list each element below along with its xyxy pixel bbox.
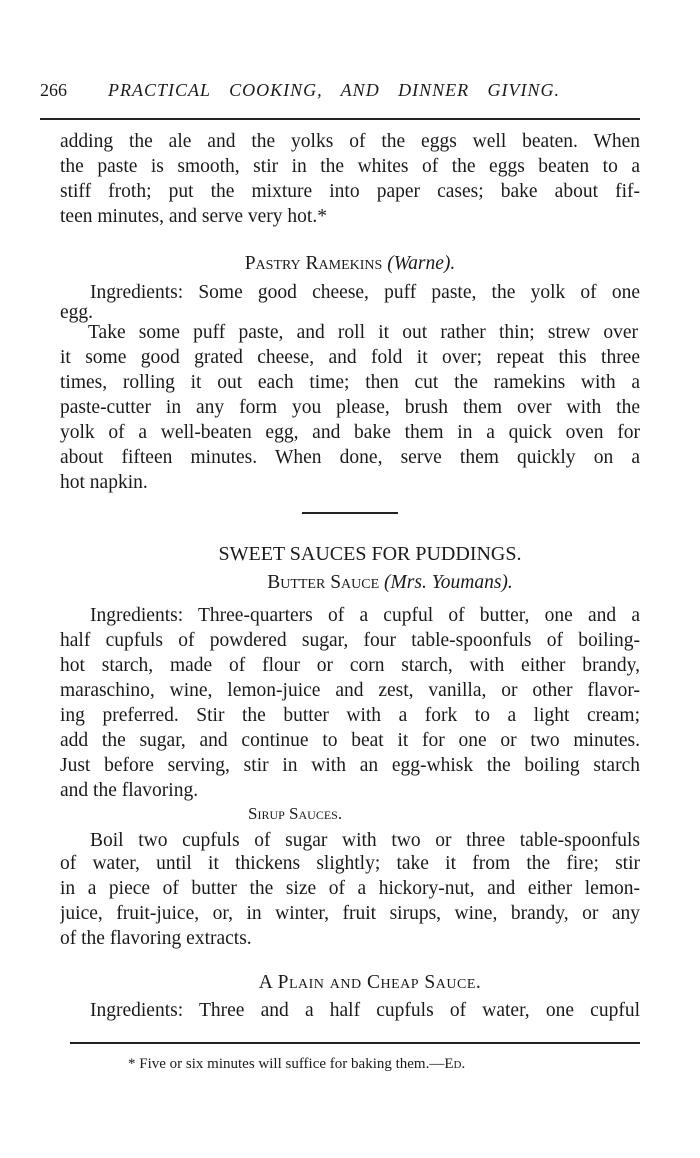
recipe-heading-plain-sauce: A Plain and Cheap Sauce.: [258, 972, 482, 993]
paragraph-line: Ingredients: Three and a half cupfuls of water, one cupful: [90, 1000, 640, 1021]
paragraph-line: and the flavoring.: [60, 780, 199, 801]
recipe-heading-sirup-sauces: Sirup Sauces.: [248, 804, 343, 823]
paragraph-line: of water, until it thickens slightly; take it from the fire; stir: [60, 853, 640, 874]
paragraph-line: ing preferred. Stir the butter with a fork to a light cream;: [60, 705, 640, 726]
recipe-title: Pastry Ramekins: [244, 253, 383, 274]
paragraph-line: paste-cutter in any form you please, brush them over with the: [60, 397, 640, 418]
footnote-text: * Five or six minutes will suffice for baking them.—: [128, 1056, 445, 1072]
paragraph-line: about fifteen minutes. When done, serve them quickly on a: [60, 447, 640, 468]
paragraph-line: juice, fruit-juice, or, in winter, fruit sirups, wine, brandy, or any: [60, 903, 640, 924]
paragraph-line: yolk of a well-beaten egg, and bake them in a quick oven for: [60, 422, 640, 443]
footnote: [128, 1052, 465, 1077]
paragraph-line: egg.: [60, 302, 94, 323]
recipe-title: Butter Sauce: [267, 572, 380, 593]
header-rule: [40, 118, 640, 120]
paragraph-line: half cupfuls of powdered sugar, four table-spoonfuls of boiling-: [60, 630, 640, 651]
paragraph-line: Just before serving, stir in with an egg-whisk the boiling starch: [60, 755, 640, 776]
paragraph-line: maraschino, wine, lemon-juice and zest, vanilla, or other flavor-: [60, 680, 640, 701]
section-heading-sweet-sauces: SWEET SAUCES FOR PUDDINGS.: [218, 543, 522, 565]
section-divider: [302, 512, 398, 514]
paragraph-line: of the flavoring extracts.: [60, 928, 252, 949]
running-title: PRACTICAL COOKING, AND DINNER GIVING.: [108, 80, 560, 100]
recipe-author: (Warne).: [387, 253, 456, 274]
paragraph-line: times, rolling it out each time; then cut the ramekins with a: [60, 372, 640, 393]
recipe-author: (Mrs. Youmans).: [384, 572, 513, 593]
recipe-heading-pastry-ramekins: [60, 251, 640, 276]
paragraph-line: add the sugar, and continue to beat it for one or two minutes.: [60, 730, 640, 751]
paragraph-line: in a piece of butter the size of a hickory-nut, and either lemon-: [60, 878, 640, 899]
paragraph-line: the paste is smooth, stir in the whites of the eggs beaten to a: [60, 156, 640, 177]
paragraph-line: hot starch, made of flour or corn starch, with either brandy,: [60, 655, 640, 676]
paragraph-line: Ingredients: Three-quarters of a cupful of butter, one and a: [90, 605, 640, 626]
page-number: 266: [40, 80, 67, 100]
paragraph-line: adding the ale and the yolks of the eggs well beaten. When: [60, 131, 640, 152]
footnote-editor: Ed.: [444, 1056, 466, 1072]
recipe-heading-butter-sauce: [60, 570, 680, 595]
paragraph-line: stiff froth; put the mixture into paper cases; bake about fif-: [60, 181, 640, 202]
paragraph-line: Ingredients: Some good cheese, puff paste, the yolk of one: [90, 282, 640, 303]
paragraph-line: it some good grated cheese, and fold it over; repeat this three: [60, 347, 640, 368]
paragraph-line: hot napkin.: [60, 472, 148, 493]
paragraph-line: Boil two cupfuls of sugar with two or three table-spoonfuls: [90, 830, 640, 851]
paragraph-line: Take some puff paste, and roll it out rather thin; strew over: [88, 322, 638, 343]
paragraph-line: teen minutes, and serve very hot.*: [60, 206, 327, 227]
footnote-rule: [70, 1042, 640, 1044]
